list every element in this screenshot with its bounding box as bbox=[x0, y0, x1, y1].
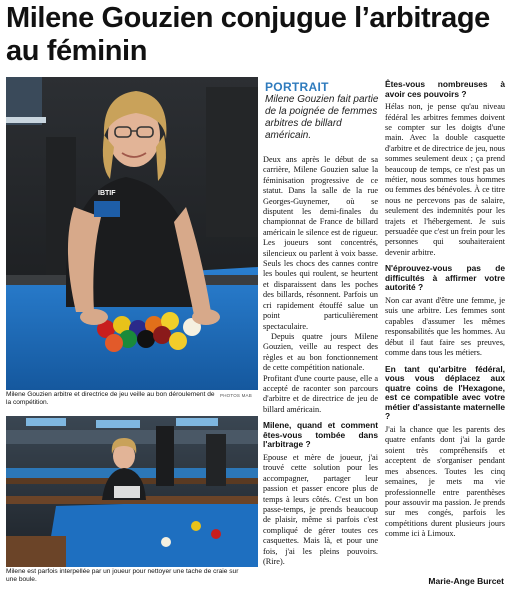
interview-question: En tant qu'arbitre fédéral, vous vous déplacez aux quatre coins de l'Hexagone, est ce compatible avec votre métier d'assistante maternelle ? bbox=[385, 363, 505, 422]
article-column-2 bbox=[385, 80, 505, 540]
headline: Milene Gouzien conjugue l’arbitrage au féminin bbox=[6, 2, 490, 67]
paragraph: Depuis quatre jours Milene Gouzien, veille au respect des règles et au bon fonctionnement de cette compétition nationale. bbox=[263, 331, 378, 373]
interview-answer: Hélas non, je pense qu'au niveau fédéral les arbitres femmes doivent se compter sur les doigts d'une main. Avec la double casquette d'arbitre et de directrice de jeu, nous sommes seulement deux ; ça prend beaucoup de temps, ce n'est pas un métier, nous sommes tous hommes ou femmes des bénévoles. À ce titre nous ne percevons pas de salaire, seulement des indemnités pour les trajets et l'hébergement. Je suis persuadée que c'est un frein pour les personnes qui souhaiteraient devenir arbitre. bbox=[385, 102, 505, 257]
article-column-1 bbox=[263, 155, 378, 567]
photo-referee-table-image bbox=[6, 77, 258, 390]
photo-referee-cleaning bbox=[6, 416, 258, 567]
photo-caption-1: Milene Gouzien arbitre et directrice de jeu veille au bon déroulement de la compétition. bbox=[6, 391, 215, 406]
paragraph: Deux ans après le début de sa carrière, Milene Gouzien salue la féminisation progressive de ce statut. Dans la salle de la rue Georges-Guynemer, où se disputent les demi-finales du championnat de France de billard américain le silence est de rigueur. Les joueurs sont concentrés, silencieux ou parlent à voix basse. Seuls les chocs des cannes contre les boules qui roulent, se heurtent et disparaissent dans les poches des billards, résonnent. Parfois un cri rapidement étouffé salue un point particulièrement spectaculaire. bbox=[263, 155, 378, 331]
photo-referee-table bbox=[6, 77, 258, 390]
photo-caption-2: Milene est parfois interpellée par un joueur pour nettoyer une tache de craie sur une boule. bbox=[6, 568, 239, 583]
paragraph: Profitant d'une courte pause, elle a accepté de raconter son parcours d'arbitre et de directrice de jeu de billard américain. bbox=[263, 373, 378, 414]
interview-answer: Non car avant d'être une femme, je suis une arbitre. Les femmes sont capables d'assumer les mêmes responsabilités que les hommes. Au début il faut faire ses preuves, comme dans tous les métiers. bbox=[385, 296, 505, 358]
author-byline: Marie-Ange Burcet bbox=[428, 576, 504, 586]
photo-referee-cleaning-image bbox=[6, 416, 258, 567]
article-lead: Milene Gouzien fait partie de la poignée de femmes arbitres de billard américain. bbox=[265, 94, 379, 141]
interview-question: Êtes-vous nombreuses à avoir ces pouvoirs ? bbox=[385, 79, 505, 99]
interview-question: Milene, quand et comment êtes-vous tombée dans l'arbitrage ? bbox=[263, 420, 378, 450]
interview-answer: J'ai la chance que les parents des quatre enfants dont j'ai la garde soient très compréhensifs et acceptent de s'organiser pendant mes absences. Toutes les cinq semaines, je mets ma vie professionnelle entre parenthèses pour assouvir ma passion. Je prends sur mes congés, parfois les compétitions durent plusieurs jours comme ici à Limoux. bbox=[385, 425, 505, 539]
shirt-logo-text: IBTIF bbox=[98, 190, 116, 197]
photo-credit: PHOTOS MAB bbox=[220, 393, 252, 398]
interview-question: N'éprouvez-vous pas de difficultés à affirmer votre autorité ? bbox=[385, 263, 505, 293]
section-kicker: PORTRAIT bbox=[265, 80, 329, 94]
interview-answer: Epouse et mère de joueur, j'ai trouvé cette solution pour les accompagner, partager leur passion et passer encore plus de temps à leurs côtés. C'est un bon passe-temps, je prends beaucoup de plaisir, même si parfois c'est compliqué de gérer toutes ces casquettes. Mais là, et pour une fois, j'ai les pleins pouvoirs. (Rire). bbox=[263, 452, 378, 566]
